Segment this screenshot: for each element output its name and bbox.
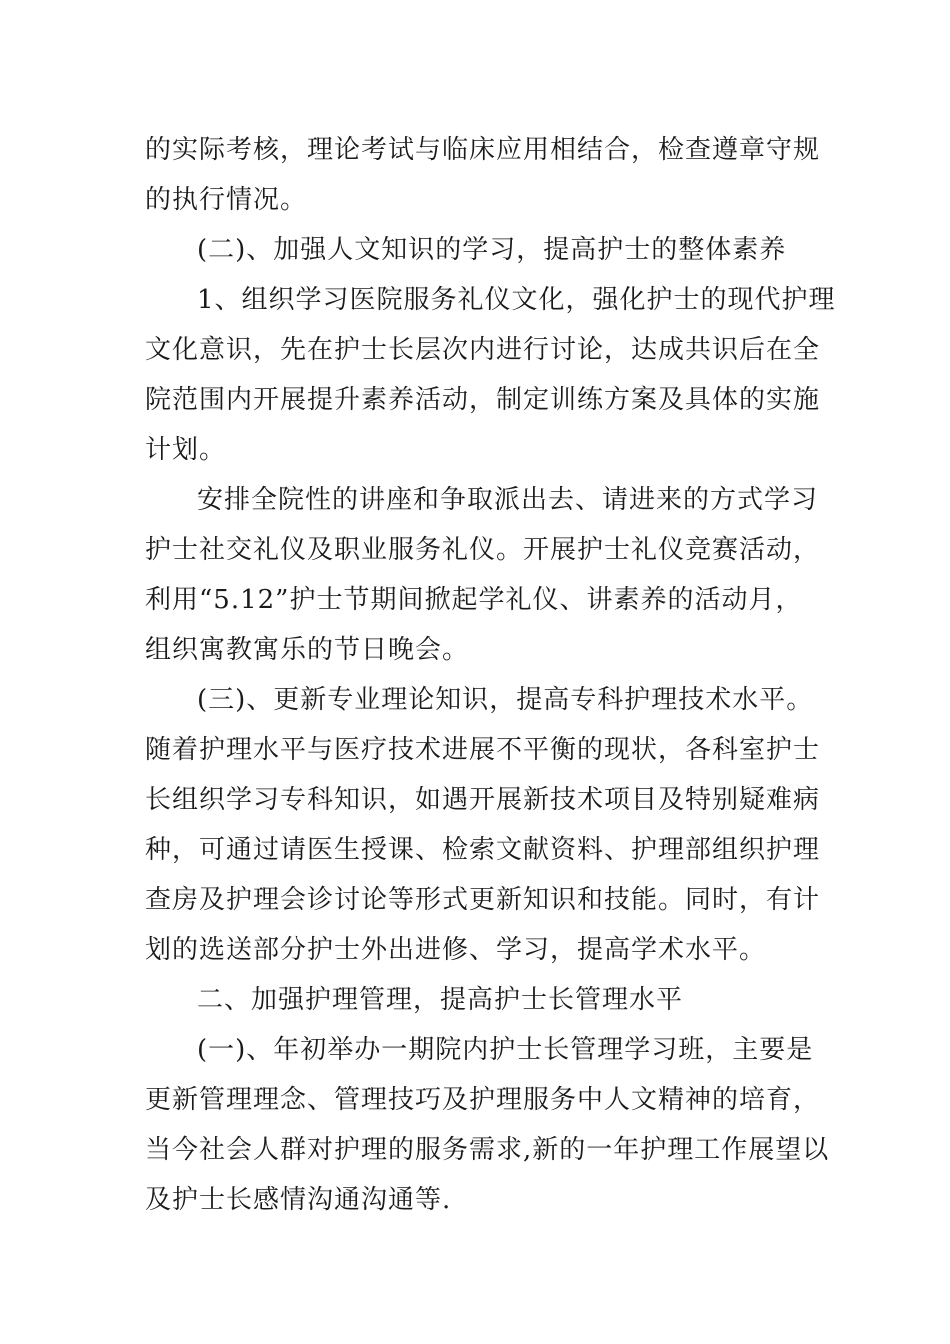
text-line: 更新管理理念、管理技巧及护理服务中人文精神的培育， — [145, 1085, 821, 1115]
text-line: 种，可通过请医生授课、检索文献资料、护理部组织护理 — [145, 835, 821, 865]
section-heading: (三)、更新专业理论知识，提高专科护理技术水平。 — [197, 685, 814, 715]
text-line: (一)、年初举办一期院内护士长管理学习班，主要是 — [197, 1035, 814, 1065]
text-line: 划的选送部分护士外出进修、学习，提高学术水平。 — [145, 935, 767, 965]
text-line: 随着护理水平与医疗技术进展不平衡的现状，各科室护士 — [145, 735, 821, 765]
text-line: 护士社交礼仪及职业服务礼仪。开展护士礼仪竞赛活动， — [145, 535, 821, 565]
text-line: 长组织学习专科知识，如遇开展新技术项目及特别疑难病 — [145, 785, 821, 815]
text-line: 利用“5.12”护士节期间掀起学礼仪、讲素养的活动月， — [145, 585, 803, 615]
text-line: 当今社会人群对护理的服务需求,新的一年护理工作展望以 — [145, 1135, 830, 1165]
text-line: 安排全院性的讲座和争取派出去、请进来的方式学习 — [197, 485, 819, 515]
text-line: 查房及护理会诊讨论等形式更新知识和技能。同时，有计 — [145, 885, 821, 915]
text-line: 1、组织学习医院服务礼仪文化，强化护士的现代护理 — [197, 285, 836, 315]
section-heading: 二、加强护理管理，提高护士长管理水平 — [197, 985, 684, 1015]
text-line: 及护士长感情沟通沟通等. — [145, 1185, 452, 1215]
text-line: 组织寓教寓乐的节日晚会。 — [145, 635, 470, 665]
text-line: 的执行情况。 — [145, 185, 308, 215]
text-line: 文化意识，先在护士长层次内进行讨论，达成共识后在全 — [145, 335, 821, 365]
section-heading: (二)、加强人文知识的学习，提高护士的整体素养 — [197, 235, 787, 265]
text-line: 院范围内开展提升素养活动，制定训练方案及具体的实施 — [145, 385, 821, 415]
text-line: 的实际考核，理论考试与临床应用相结合，检查遵章守规 — [145, 135, 821, 165]
text-line: 计划。 — [145, 435, 227, 465]
